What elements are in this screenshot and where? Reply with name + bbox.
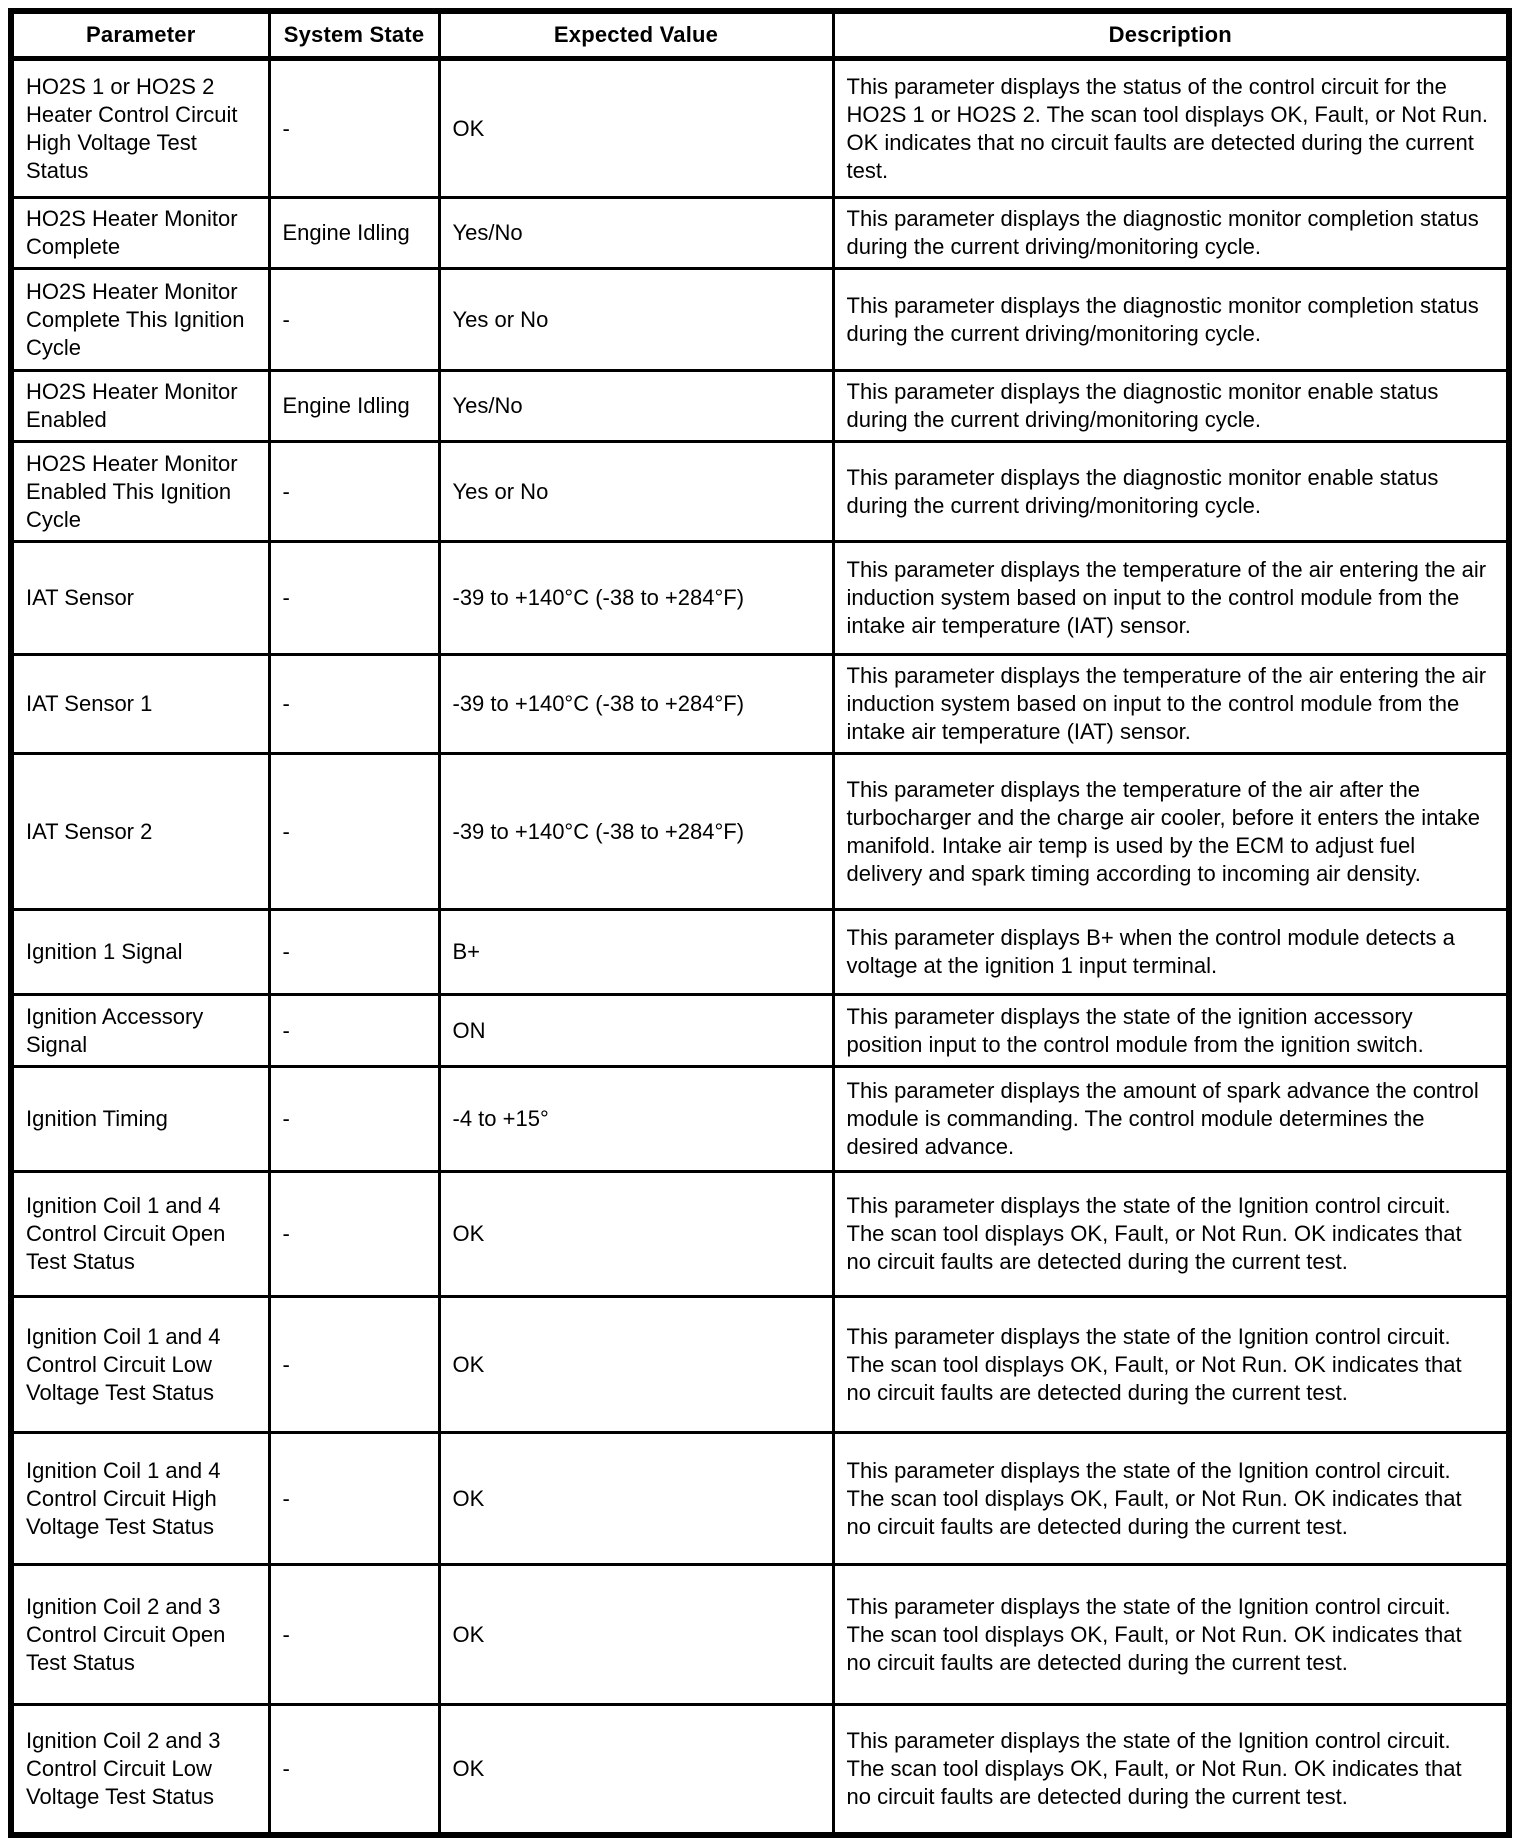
expected-value-cell: OK (439, 59, 833, 198)
expected-value-cell: -39 to +140°C (-38 to +284°F) (439, 542, 833, 655)
description-cell: This parameter displays the state of the ignition accessory position input to the control module from the ignition switch. (833, 995, 1509, 1067)
table-row (11, 655, 1509, 754)
system-state-cell: - (269, 910, 439, 995)
parameter-cell: HO2S Heater Monitor Enabled (11, 371, 269, 442)
table-body (11, 59, 1509, 1835)
expected-value-cell: -39 to +140°C (-38 to +284°F) (439, 754, 833, 910)
parameter-cell: HO2S Heater Monitor Complete This Ignition Cycle (11, 269, 269, 371)
parameter-cell: IAT Sensor 2 (11, 754, 269, 910)
system-state-cell: - (269, 442, 439, 542)
table-row (11, 371, 1509, 442)
table-row (11, 995, 1509, 1067)
description-cell: This parameter displays the temperature of the air entering the air induction system based on input to the control module from the intake air temperature (IAT) sensor. (833, 655, 1509, 754)
parameter-cell: HO2S 1 or HO2S 2 Heater Control Circuit High Voltage Test Status (11, 59, 269, 198)
parameter-cell: Ignition Coil 1 and 4 Control Circuit Open Test Status (11, 1172, 269, 1297)
column-header-expected-value: Expected Value (439, 11, 833, 59)
parameter-cell: Ignition Coil 1 and 4 Control Circuit High Voltage Test Status (11, 1433, 269, 1565)
parameter-cell: Ignition Coil 2 and 3 Control Circuit Open Test Status (11, 1565, 269, 1705)
system-state-cell: - (269, 1172, 439, 1297)
description-cell: This parameter displays the temperature of the air entering the air induction system based on input to the control module from the intake air temperature (IAT) sensor. (833, 542, 1509, 655)
description-cell: This parameter displays the diagnostic monitor enable status during the current driving/monitoring cycle. (833, 371, 1509, 442)
system-state-cell: - (269, 754, 439, 910)
parameter-cell: Ignition Accessory Signal (11, 995, 269, 1067)
description-cell: This parameter displays the amount of spark advance the control module is commanding. The control module determines the desired advance. (833, 1067, 1509, 1172)
expected-value-cell: -4 to +15° (439, 1067, 833, 1172)
parameter-cell: IAT Sensor 1 (11, 655, 269, 754)
system-state-cell: - (269, 59, 439, 198)
description-cell: This parameter displays the state of the Ignition control circuit. The scan tool displays OK, Fault, or Not Run. OK indicates that no circuit faults are detected during the current test. (833, 1297, 1509, 1433)
description-cell: This parameter displays the temperature of the air after the turbocharger and the charge air cooler, before it enters the intake manifold. Intake air temp is used by the ECM to adjust fuel delivery and spark timing according to incoming air density. (833, 754, 1509, 910)
parameter-cell: Ignition Coil 2 and 3 Control Circuit Low Voltage Test Status (11, 1705, 269, 1835)
expected-value-cell: Yes or No (439, 269, 833, 371)
column-header-description: Description (833, 11, 1509, 59)
expected-value-cell: Yes/No (439, 371, 833, 442)
description-cell: This parameter displays the diagnostic monitor completion status during the current driving/monitoring cycle. (833, 198, 1509, 269)
system-state-cell: - (269, 269, 439, 371)
description-cell: This parameter displays the status of the control circuit for the HO2S 1 or HO2S 2. The scan tool displays OK, Fault, or Not Run. OK indicates that no circuit faults are detected during the current test. (833, 59, 1509, 198)
expected-value-cell: OK (439, 1172, 833, 1297)
table-row (11, 1705, 1509, 1835)
table-row (11, 542, 1509, 655)
system-state-cell: - (269, 1433, 439, 1565)
description-cell: This parameter displays the diagnostic monitor enable status during the current driving/monitoring cycle. (833, 442, 1509, 542)
table-row (11, 1297, 1509, 1433)
expected-value-cell: Yes or No (439, 442, 833, 542)
parameter-cell: HO2S Heater Monitor Complete (11, 198, 269, 269)
table-row (11, 198, 1509, 269)
system-state-cell: - (269, 1705, 439, 1835)
description-cell: This parameter displays B+ when the control module detects a voltage at the ignition 1 input terminal. (833, 910, 1509, 995)
column-header-parameter: Parameter (11, 11, 269, 59)
diagnostic-parameters-table (8, 8, 1512, 1838)
system-state-cell: - (269, 995, 439, 1067)
header-row (11, 11, 1509, 59)
expected-value-cell: -39 to +140°C (-38 to +284°F) (439, 655, 833, 754)
parameter-cell: Ignition Coil 1 and 4 Control Circuit Low Voltage Test Status (11, 1297, 269, 1433)
table-row (11, 910, 1509, 995)
description-cell: This parameter displays the state of the Ignition control circuit. The scan tool displays OK, Fault, or Not Run. OK indicates that no circuit faults are detected during the current test. (833, 1565, 1509, 1705)
parameter-cell: Ignition Timing (11, 1067, 269, 1172)
system-state-cell: - (269, 1565, 439, 1705)
system-state-cell: - (269, 542, 439, 655)
table-row (11, 1565, 1509, 1705)
expected-value-cell: OK (439, 1433, 833, 1565)
parameter-cell: IAT Sensor (11, 542, 269, 655)
system-state-cell: - (269, 655, 439, 754)
description-cell: This parameter displays the diagnostic monitor completion status during the current driving/monitoring cycle. (833, 269, 1509, 371)
expected-value-cell: OK (439, 1565, 833, 1705)
expected-value-cell: OK (439, 1297, 833, 1433)
description-cell: This parameter displays the state of the Ignition control circuit. The scan tool displays OK, Fault, or Not Run. OK indicates that no circuit faults are detected during the current test. (833, 1433, 1509, 1565)
table-row (11, 1433, 1509, 1565)
table-row (11, 59, 1509, 198)
table-row (11, 754, 1509, 910)
expected-value-cell: B+ (439, 910, 833, 995)
expected-value-cell: ON (439, 995, 833, 1067)
description-cell: This parameter displays the state of the Ignition control circuit. The scan tool displays OK, Fault, or Not Run. OK indicates that no circuit faults are detected during the current test. (833, 1172, 1509, 1297)
table-row (11, 442, 1509, 542)
table-row (11, 1172, 1509, 1297)
parameter-cell: HO2S Heater Monitor Enabled This Ignition Cycle (11, 442, 269, 542)
system-state-cell: Engine Idling (269, 371, 439, 442)
expected-value-cell: OK (439, 1705, 833, 1835)
system-state-cell: - (269, 1297, 439, 1433)
table-row (11, 1067, 1509, 1172)
system-state-cell: Engine Idling (269, 198, 439, 269)
system-state-cell: - (269, 1067, 439, 1172)
column-header-system-state: System State (269, 11, 439, 59)
expected-value-cell: Yes/No (439, 198, 833, 269)
table-row (11, 269, 1509, 371)
description-cell: This parameter displays the state of the Ignition control circuit. The scan tool displays OK, Fault, or Not Run. OK indicates that no circuit faults are detected during the current test. (833, 1705, 1509, 1835)
parameter-cell: Ignition 1 Signal (11, 910, 269, 995)
